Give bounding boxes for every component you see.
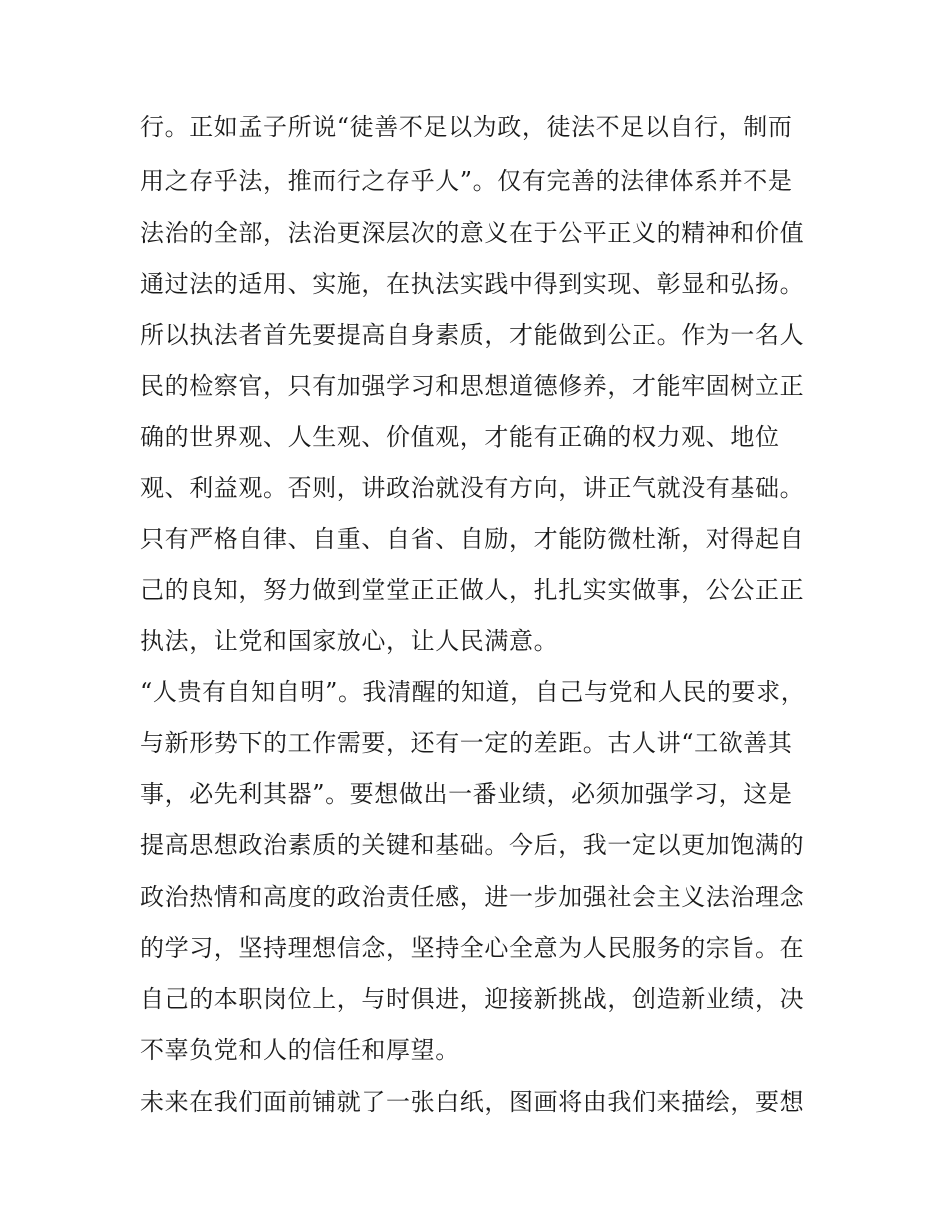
text-line: 的学习，坚持理想信念，坚持全心全意为人民服务的宗旨。在 (140, 934, 805, 962)
text-line: 自己的本职岗位上，与时俱进，迎接新挑战，创造新业绩，决 (140, 985, 805, 1013)
text-line: 与新形势下的工作需要，还有一定的差距。古人讲“工欲善其 (140, 729, 793, 757)
text-line: 观、利益观。否则，讲政治就没有方向，讲正气就没有基础。 (140, 474, 805, 502)
text-line: 所以执法者首先要提高自身素质，才能做到公正。作为一名人 (140, 321, 805, 349)
text-line: 事，必先利其器”。要想做出一番业绩，必须加强学习，这是 (140, 780, 793, 808)
text-line: 执法，让党和国家放心，让人民满意。 (140, 627, 559, 655)
text-line: 法治的全部，法治更深层次的意义在于公平正义的精神和价值 (140, 219, 805, 247)
text-line: 己的良知，努力做到堂堂正正做人，扎扎实实做事，公公正正 (140, 576, 805, 604)
text-line: 民的检察官，只有加强学习和思想道德修养，才能牢固树立正 (140, 372, 805, 400)
text-line: 行。正如孟子所说“徒善不足以为政，徒法不足以自行，制而 (140, 113, 793, 141)
text-line: 确的世界观、人生观、价值观，才能有正确的权力观、地位 (140, 423, 780, 451)
text-line: 用之存乎法，推而行之存乎人”。仅有完善的法律体系并不是 (140, 167, 793, 195)
text-line: 提高思想政治素质的关键和基础。今后，我一定以更加饱满的 (140, 831, 805, 859)
text-line: 未来在我们面前铺就了一张白纸，图画将由我们来描绘，要想 (140, 1088, 805, 1116)
text-line: 只有严格自律、自重、自省、自励，才能防微杜渐，对得起自 (140, 525, 805, 553)
text-line: “人贵有自知自明”。我清醒的知道，自己与党和人民的要求， (140, 678, 806, 706)
text-line: 政治热情和高度的政治责任感，进一步加强社会主义法治理念 (140, 883, 805, 911)
text-line: 不辜负党和人的信任和厚望。 (140, 1036, 460, 1064)
text-line: 通过法的适用、实施，在执法实践中得到实现、彰显和弘扬。 (140, 270, 805, 298)
